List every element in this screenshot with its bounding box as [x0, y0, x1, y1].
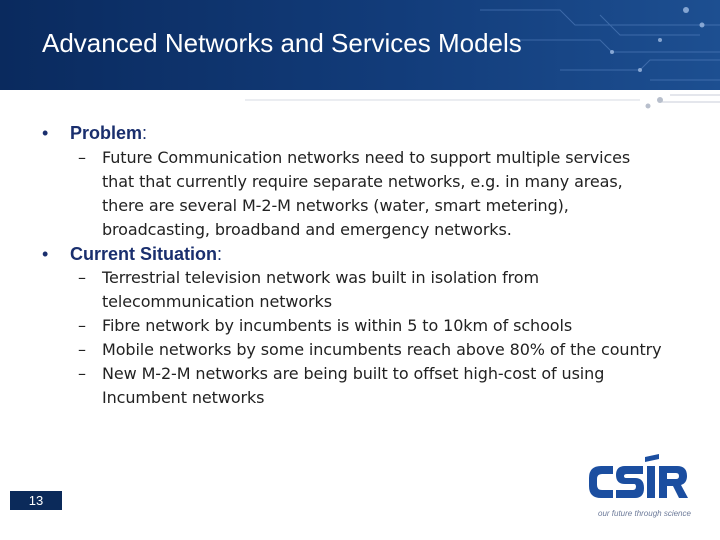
item-line: Mobile networks by some incumbents reach above 80% of the country: [102, 340, 662, 359]
dash-marker: –: [78, 316, 86, 335]
item-line: there are several M-2-M networks (water, smart metering),: [102, 196, 569, 215]
item-line: New M-2-M networks are being built to offset high-cost of using: [102, 364, 605, 383]
item-line: Incumbent networks: [102, 388, 265, 407]
bullet-problem: [42, 123, 147, 144]
list-item: [78, 268, 539, 287]
bullet-suffix: :: [217, 244, 223, 264]
bullet-suffix: :: [142, 123, 148, 143]
item-line: telecommunication networks: [102, 292, 332, 311]
list-item: [78, 340, 662, 359]
dash-marker: –: [78, 148, 86, 167]
page-number-badge: 13: [10, 491, 62, 510]
bullet-heading: Current Situation: [70, 244, 217, 264]
page-title: Advanced Networks and Services Models: [42, 28, 522, 58]
logo-tagline: our future through science: [598, 509, 691, 518]
bullet-current-situation: [42, 244, 222, 265]
item-line: Future Communication networks need to support multiple services: [102, 148, 631, 167]
list-item: [78, 316, 572, 335]
dash-marker: –: [78, 268, 86, 287]
item-line: that that currently require separate networks, e.g. in many areas,: [102, 172, 623, 191]
list-item: [78, 364, 604, 383]
bullet-marker: •: [42, 244, 49, 264]
bullet-heading: Problem: [70, 123, 143, 143]
list-item: [78, 148, 630, 167]
item-line: broadcasting, broadband and emergency networks.: [102, 220, 512, 239]
item-line: Fibre network by incumbents is within 5 to 10km of schools: [102, 316, 573, 335]
item-line: Terrestrial television network was built in isolation from: [102, 268, 539, 287]
bullet-marker: •: [42, 123, 49, 143]
dash-marker: –: [78, 340, 86, 359]
dash-marker: –: [78, 364, 86, 383]
